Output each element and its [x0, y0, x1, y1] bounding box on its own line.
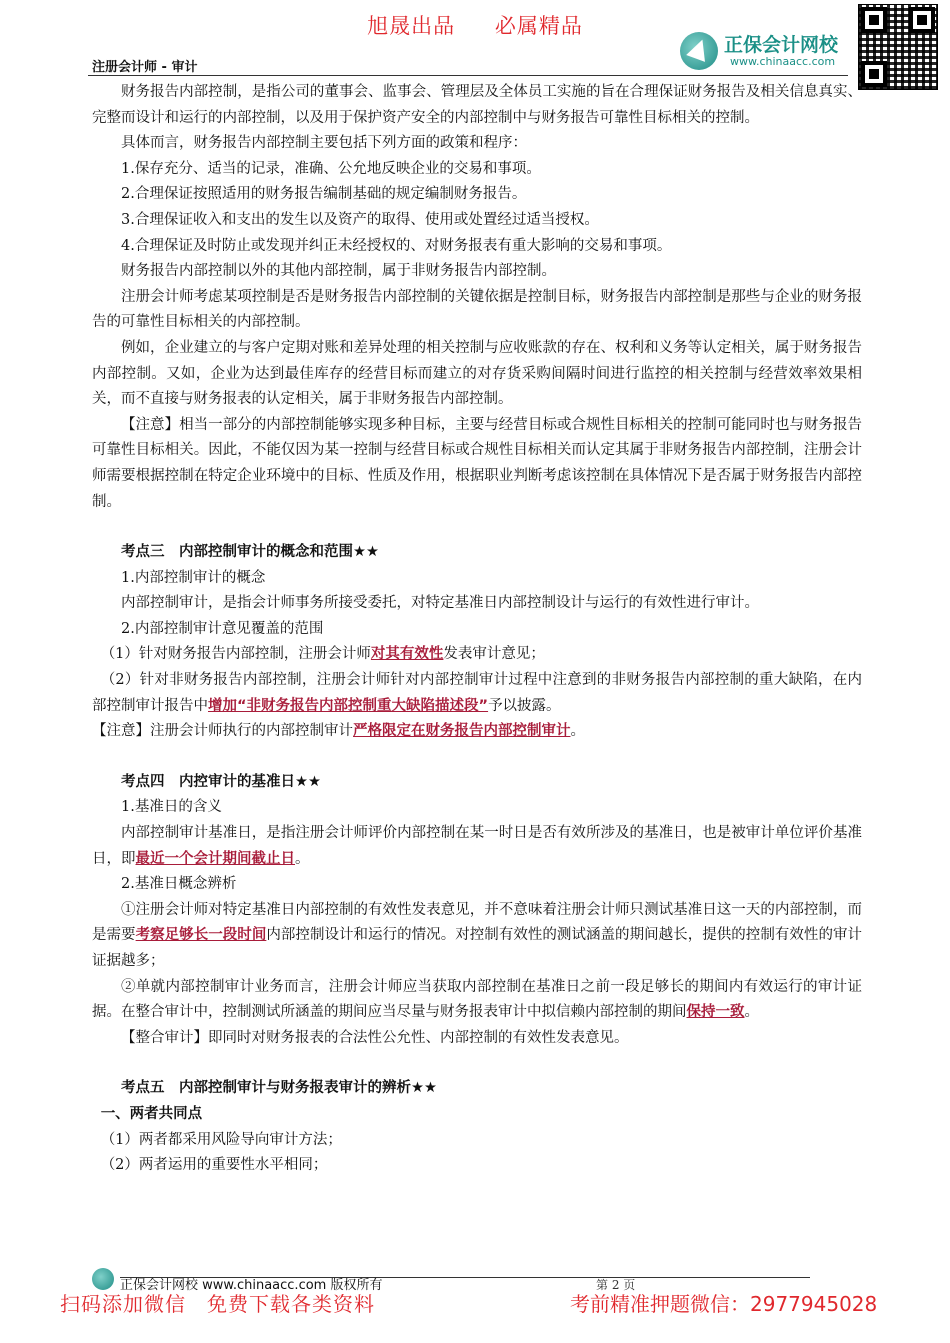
- header-divider: [88, 75, 848, 76]
- brand-name: 正保会计网校: [724, 34, 839, 56]
- qr-code-icon: [858, 4, 938, 90]
- note-paragraph: [92, 719, 862, 745]
- subheading: 2.基准日概念辨析: [121, 876, 237, 893]
- text-run: （1）针对财务报告内部控制，注册会计师: [100, 646, 371, 663]
- course-title: 注册会计师 - 审计: [92, 60, 198, 75]
- list-item: 1.保存充分、适当的记录，准确、公允地反映企业的交易和事项。: [121, 160, 541, 177]
- banner-left-text: 旭晟出品: [367, 14, 456, 38]
- emphasis-text: 严格限定在财务报告内部控制审计: [353, 723, 571, 740]
- list-item: （2）两者运用的重要性水平相同；: [100, 1157, 328, 1174]
- emphasis-text: 对其有效性: [370, 646, 444, 663]
- list-item: （1）两者都采用风险导向审计方法；: [100, 1131, 342, 1148]
- brand-url: www.chinaacc.com: [730, 55, 836, 68]
- list-item: 3.合理保证收入和支出的发生以及资产的取得、使用或处置经过适当授权。: [121, 211, 599, 228]
- bottom-banner-right: 考前精准押题微信：2977945028: [570, 1292, 878, 1316]
- paragraph: 财务报告内部控制，是指公司的董事会、监事会、管理层及全体员工实施的旨在合理保证财务报告及相关信息真实、完整而设计和运行的内部控制，以及用于保护资产安全的内部控制中与财务报告可靠性目标相关的控制。: [92, 84, 862, 126]
- paragraph: 具体而言，财务报告内部控制主要包括下列方面的政策和程序：: [121, 135, 527, 152]
- text-run: 予以披露。: [488, 697, 561, 714]
- subheading: 2.内部控制审计意见覆盖的范围: [121, 620, 324, 637]
- list-item: 2.合理保证按照适用的财务报告编制基础的规定编制财务报告。: [121, 186, 527, 203]
- subheading: 一、两者共同点: [100, 1105, 203, 1122]
- paragraph: 财务报告内部控制以外的其他内部控制，属于非财务报告内部控制。: [121, 263, 556, 280]
- footer-copyright: 正保会计网校 www.chinaacc.com 版权所有: [120, 1278, 383, 1293]
- list-item: [92, 642, 862, 668]
- emphasis-text: 考察足够长一段时间: [135, 927, 267, 944]
- emphasis-text: 最近一个会计期间截止日: [135, 850, 295, 867]
- text-run: 。: [744, 1004, 759, 1021]
- banner-right-text: 必属精品: [494, 14, 583, 38]
- text-run: 内部控制审计基准日，是指注册会计师评价内部控制在某一时日是否有效所涉及的基准日，也是被审计单位评价基准日，即: [92, 825, 862, 867]
- text-run: （2）针对非财务报告内部控制，注册会计师针对内部控制审计过程中注意到的非财务报告内部控制的重大缺陷，在内部控制审计报告中: [92, 672, 862, 714]
- paragraph: 内部控制审计，是指会计师事务所接受委托，对特定基准日内部控制设计与运行的有效性进行审计。: [121, 595, 759, 612]
- paragraph: [92, 975, 862, 1026]
- list-item: 4.合理保证及时防止或发现并纠正未经授权的、对财务报表有重大影响的交易和事项。: [121, 237, 672, 254]
- qr-finder: [861, 61, 887, 87]
- emphasis-text: 保持一致: [686, 1004, 745, 1021]
- section-heading: 考点四 内控审计的基准日★★: [121, 773, 321, 790]
- subheading: 1.内部控制审计的概念: [121, 569, 266, 586]
- text-run: 【注意】注册会计师执行的内部控制审计: [92, 723, 353, 740]
- page-number: 第 2 页: [596, 1278, 636, 1292]
- text-run: 。: [570, 723, 585, 740]
- chinaacc-logo-icon: [680, 32, 718, 70]
- text-run: ②单就内部控制审计业务而言，注册会计师应当获取内部控制在基准日之前一段足够长的期间内有效运行的审计证据。在整合审计中，控制测试所涵盖的期间应当尽量与财务报表审计中拟信赖内部控制的期间: [92, 978, 862, 1021]
- text-run: 内部控制设计和运行的情况。对控制有效性的测试涵盖的期间越长，提供的控制有效性的审计证据越多；: [92, 927, 863, 969]
- text-run: ①注册会计师对特定基准日内部控制的有效性发表意见，并不意味着注册会计师只测试基准日这一天的内部控制，而是需要: [92, 901, 862, 944]
- qr-finder: [909, 7, 935, 33]
- chinaacc-logo-icon: [92, 1268, 114, 1290]
- note-paragraph: 【注意】相当一部分的内部控制能够实现多种目标，主要与经营目标或合规性目标相关的控制可能同时也与财务报告可靠性目标相关。因此，不能仅因为某一控制与经营目标或合规性目标相关而认定其属于非财务报告内部控制，注册会计师需要根据控制在特定企业环境中的目标、性质及作用，根据职业判断考虑该控制在具体情况下是否属于财务报告内部控制。: [92, 416, 862, 510]
- section-heading: 考点五 内部控制审计与财务报表审计的辨析★★: [121, 1080, 437, 1097]
- paragraph: 注册会计师考虑某项控制是否是财务报告内部控制的关键依据是控制目标，财务报告内部控制是那些与企业的财务报告的可靠性目标相关的内部控制。: [92, 288, 862, 331]
- paragraph: [92, 898, 862, 975]
- paragraph: 例如，企业建立的与客户定期对账和差异处理的相关控制与应收账款的存在、权利和义务等认定相关，属于财务报告内部控制。又如，企业为达到最佳库存的经营目标而建立的对存货采购间隔时间进行监控的相关控制与经营效率效果相关，而不直接与财务报表的认定相关，属于非财务报告内部控制。: [92, 339, 862, 408]
- bottom-banner-left: 扫码添加微信 免费下载各类资料: [60, 1292, 375, 1316]
- text-run: 发表审计意见；: [443, 646, 545, 663]
- section-heading: 考点三 内部控制审计的概念和范围★★: [121, 544, 379, 561]
- text-run: 。: [295, 850, 310, 867]
- note-paragraph: 【整合审计】即同时对财务报表的合法性公允性、内部控制的有效性发表意见。: [121, 1029, 629, 1046]
- qr-finder: [861, 7, 887, 33]
- document-body: [92, 80, 862, 1179]
- paragraph: [92, 821, 862, 872]
- brand-logo[interactable]: [680, 30, 860, 72]
- emphasis-text: 增加“非财务报告内部控制重大缺陷描述段”: [208, 697, 489, 714]
- subheading: 1.基准日的含义: [121, 799, 222, 816]
- list-item: [92, 668, 862, 719]
